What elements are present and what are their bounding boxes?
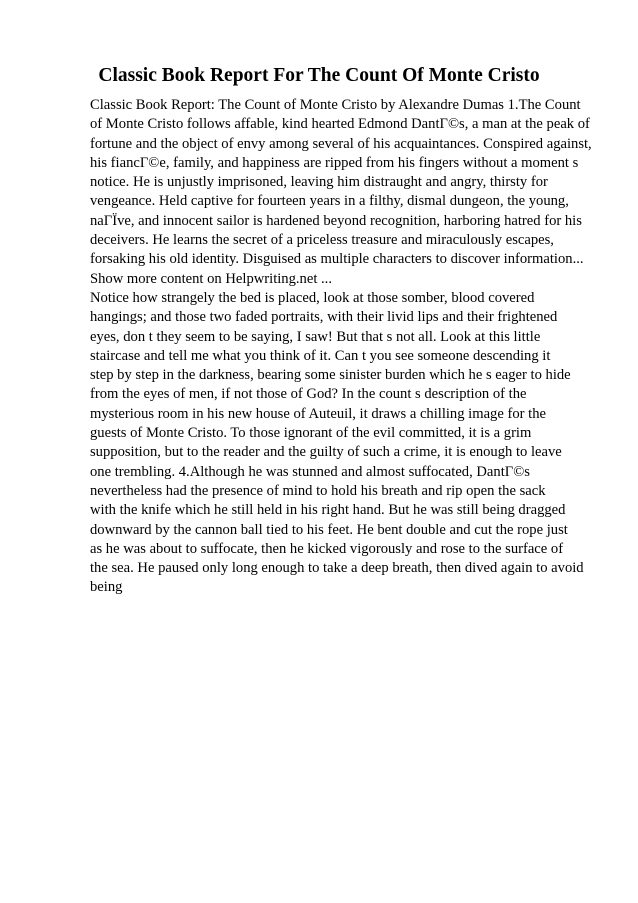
body-line: of Monte Cristo follows affable, kind hearted Edmond DantГ©s, a man at the peak of [90, 116, 590, 133]
body-line: eyes, don t they seem to be saying, I saw! But that s not all. Look at this little [90, 328, 541, 345]
body-line: with the knife which he still held in his right hand. But he was still being dragged [90, 502, 566, 519]
page-title: Classic Book Report For The Count Of Monte Cristo [98, 65, 540, 86]
body-line: nevertheless had the presence of mind to hold his breath and rip open the sack [90, 482, 546, 499]
body-line: mysterious room in his new house of Auteuil, it draws a chilling image for the [90, 405, 546, 422]
body-line: Show more content on Helpwriting.net ... [90, 270, 332, 287]
body-line: his fiancГ©e, family, and happiness are ripped from his fingers without a moment s [90, 154, 579, 171]
body-line: notice. He is unjustly imprisoned, leaving him distraught and angry, thirsty for [90, 174, 548, 191]
body-line: as he was about to suffocate, then he kicked vigorously and rose to the surface of [90, 540, 564, 557]
body-line: vengeance. Held captive for fourteen years in a filthy, dismal dungeon, the young, [90, 193, 569, 210]
body-line: deceivers. He learns the secret of a priceless treasure and miraculously escapes, [90, 232, 554, 249]
body-line: from the eyes of men, if not those of God? In the count s description of the [90, 386, 527, 403]
body-line: step by step in the darkness, bearing some sinister burden which he s eager to hide [90, 367, 571, 384]
body-line: fortune and the object of envy among several of his acquaintances. Conspired against, [90, 135, 592, 152]
body-line: forsaking his old identity. Disguised as multiple characters to discover information... [90, 251, 584, 268]
body-line: downward by the cannon ball tied to his feet. He bent double and cut the rope just [90, 521, 568, 538]
body-line: staircase and tell me what you think of it. Can t you see someone descending it [90, 347, 551, 364]
body-line: one trembling. 4.Although he was stunned and almost suffocated, DantГ©s [90, 463, 530, 480]
body-line: hangings; and those two faded portraits, with their livid lips and their frightened [90, 309, 558, 326]
body-line: supposition, but to the reader and the guilty of such a crime, it is enough to leave [90, 444, 562, 461]
body-line: being [90, 579, 123, 596]
body-line: guests of Monte Cristo. To those ignorant of the evil committed, it is a grim [90, 425, 532, 442]
body-line: Notice how strangely the bed is placed, look at those somber, blood covered [90, 289, 535, 306]
body-line: Classic Book Report: The Count of Monte Cristo by Alexandre Dumas 1.The Count [90, 97, 581, 113]
body-text [90, 96, 590, 598]
body-line: naГЇve, and innocent sailor is hardened beyond recognition, harboring hatred for his [90, 212, 582, 229]
body-line: the sea. He paused only long enough to take a deep breath, then dived again to avoid [90, 560, 584, 577]
